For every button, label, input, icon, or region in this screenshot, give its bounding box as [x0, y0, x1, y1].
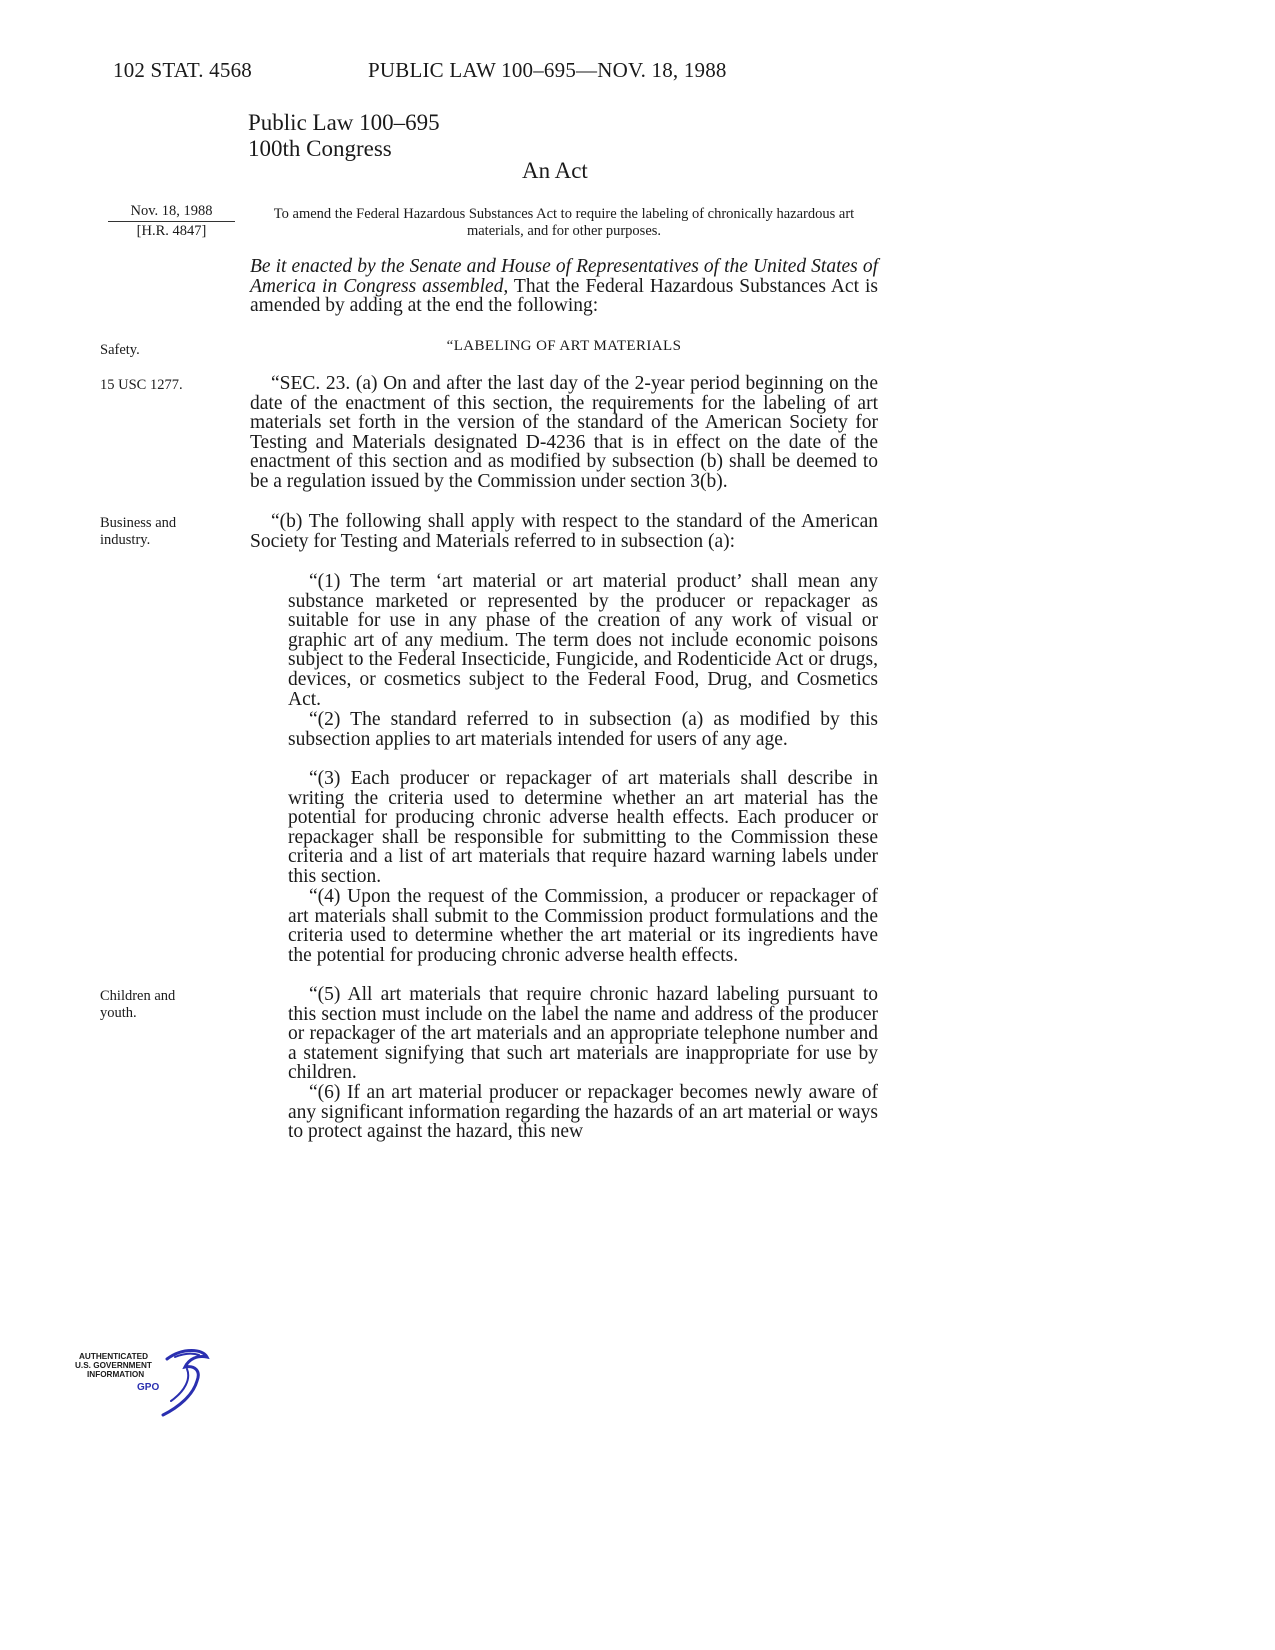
running-head-right: PUBLIC LAW 100–695—NOV. 18, 1988: [368, 58, 727, 82]
paragraph-2: “(2) The standard referred to in subsection (a) as modified by this subsection applies to art materials intended for users of any age.: [288, 709, 878, 750]
paragraph-1: “(1) The term ‘art material or art material product’ shall mean any substance marketed or represented by the producer or repackager as suitable for use in any phase of the creation of any work of visual or graphic art of any medium. The term does not include economic poisons subject to the Federal Insecticide, Fungicide, and Rodenticide Act or drugs, devices, or cosmetics subject to the Federal Food, Drug, and Cosmetics Act.: [288, 571, 878, 710]
paragraph-3: “(3) Each producer or repackager of art materials shall describe in writing the criteria used to determine whether an art material has the potential for producing chronic adverse health effects. Each producer or repackager shall be responsible for submitting to the Commission these criteria and a list of art materials that require hazard warning labels under this section.: [288, 768, 878, 887]
enacting-italic: Be it enacted by the Senate and House of Representatives of the United States of America in Congress assembled,: [250, 256, 878, 297]
section-23-b: “(b) The following shall apply with respect to the standard of the American Society for Testing and Materials referred to in subsection (a):: [250, 511, 878, 552]
purpose-statement: To amend the Federal Hazardous Substances Act to require the labeling of chronically hazardous art materials, and for other purposes.: [273, 206, 855, 239]
seal-line-4: GPO: [137, 1382, 160, 1393]
margin-date: Nov. 18, 1988: [108, 203, 235, 222]
section-23-a: “SEC. 23. (a) On and after the last day of the 2-year period beginning on the date of the enactment of this section, the requirements for the labeling of art materials set forth in the version of the standard of the American Society for Testing and Materials designated D-4236 that is in effect on the date of the enactment of this section and as modified by subsection (b) shall be deemed to be a regulation issued by the Commission under section 3(b).: [250, 373, 878, 492]
act-heading: An Act: [522, 158, 588, 183]
margin-note-business: Business and industry.: [100, 515, 177, 548]
paragraph-6: “(6) If an art material producer or repackager becomes newly aware of any significant information regarding the hazards of an art material or ways to protect against the hazard, this new: [288, 1082, 878, 1143]
margin-date-block: [108, 203, 235, 240]
gpo-authentication-seal: [75, 1345, 210, 1420]
paragraph-5: “(5) All art materials that require chronic hazard labeling pursuant to this section must include on the label the name and address of the producer or repackager of the art materials and an appropriate telephone number and a statement signifying that such art materials are inappropriate for use by children.: [288, 984, 878, 1084]
section-heading: “LABELING OF ART MATERIALS: [446, 338, 682, 354]
law-number: Public Law 100–695: [248, 110, 440, 135]
seal-line-3: INFORMATION: [87, 1370, 145, 1379]
congress: 100th Congress: [248, 136, 392, 161]
running-head-left: 102 STAT. 4568: [113, 58, 252, 82]
eagle-icon: [163, 1351, 207, 1416]
margin-note-usc: 15 USC 1277.: [100, 377, 183, 393]
seal-line-1: AUTHENTICATED: [79, 1352, 148, 1361]
enacting-clause: [250, 257, 878, 316]
margin-note-safety: Safety.: [100, 342, 140, 358]
enacting-rest: That the Federal Hazardous Substances Act is amended by adding at the end the following:: [250, 275, 878, 317]
law-title: [248, 110, 440, 162]
paragraph-4: “(4) Upon the request of the Commission, a producer or repackager of art materials shall submit to the Commission product formulations and the criteria used to determine whether the art material or its ingredients have the potential for producing chronic adverse health effects.: [288, 886, 878, 966]
margin-bill-number: [H.R. 4847]: [136, 223, 207, 239]
margin-note-children: Children and youth.: [100, 988, 176, 1021]
seal-line-2: U.S. GOVERNMENT: [75, 1361, 152, 1370]
